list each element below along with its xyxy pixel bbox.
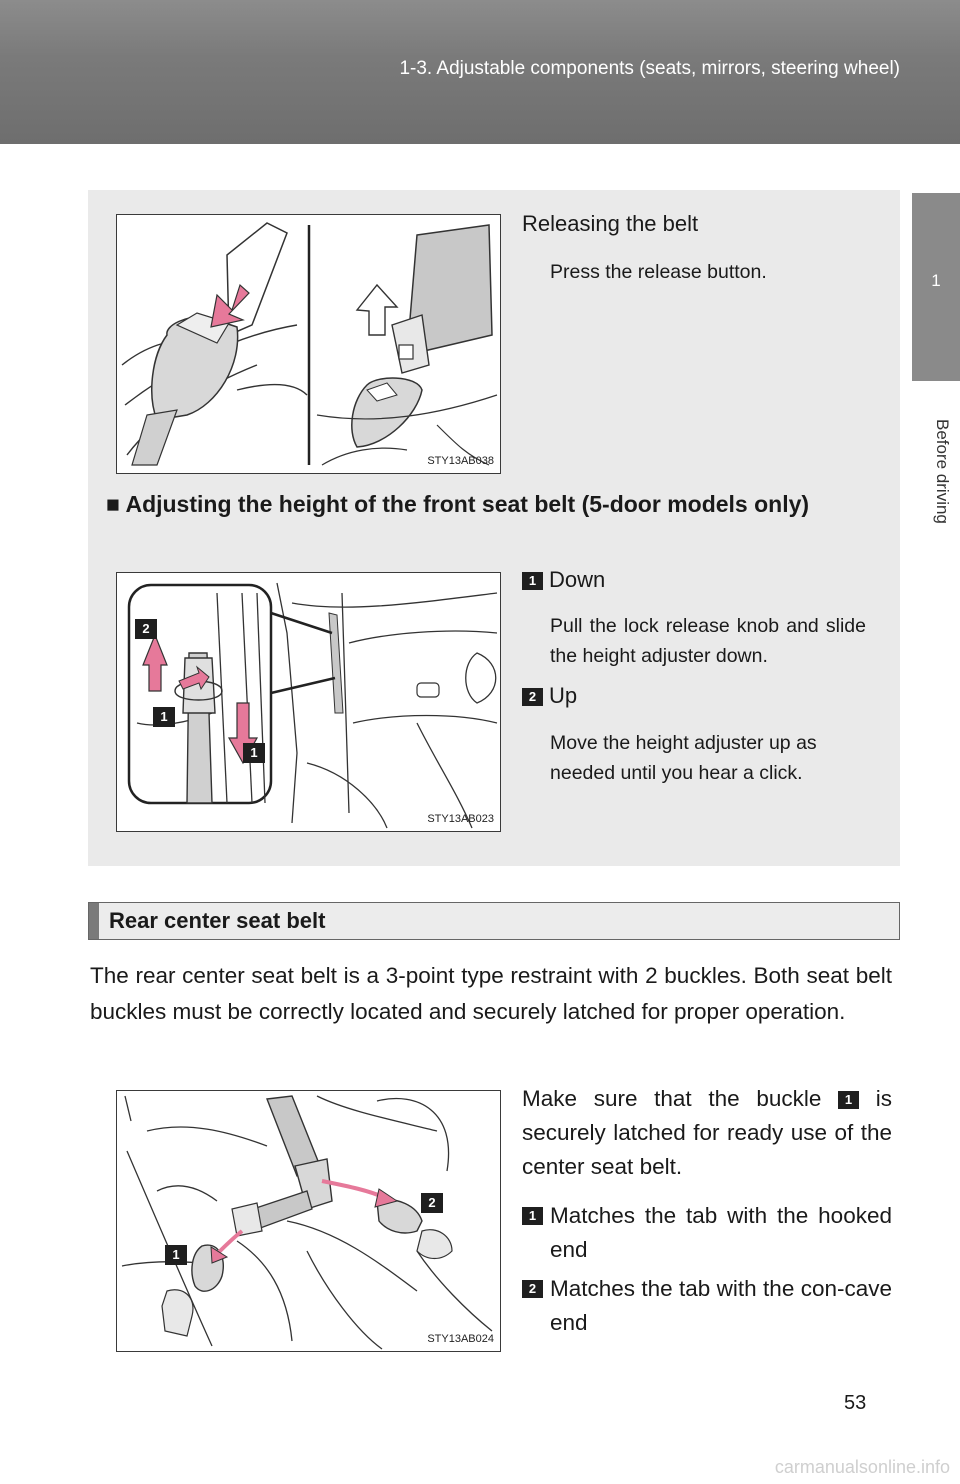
watermark: carmanualsonline.info xyxy=(774,1457,950,1477)
section-marker: ■ xyxy=(106,491,120,517)
height-adjuster-illustration xyxy=(117,573,500,831)
chapter-label: Before driving xyxy=(933,418,952,524)
figure-badge-up: 2 xyxy=(135,619,157,639)
page-header xyxy=(0,0,960,144)
header-title: 1-3. Adjustable components (seats, mirrors, steering wheel) xyxy=(399,58,900,79)
figure-badge-hooked: 1 xyxy=(165,1245,187,1265)
step-label: Up xyxy=(549,683,578,708)
step-badge: 1 xyxy=(522,572,543,590)
rear-item-1 xyxy=(522,1199,892,1267)
releasing-instruction: Press the release button. xyxy=(550,261,767,283)
rear-center-intro xyxy=(522,1082,892,1184)
heading-stripe xyxy=(89,903,99,939)
intro-before: Make sure that the buckle xyxy=(522,1086,822,1111)
height-section-title xyxy=(106,488,866,520)
step-badge: 2 xyxy=(522,688,543,706)
release-belt-figure xyxy=(116,214,501,474)
rear-center-heading: Rear center seat belt xyxy=(109,908,326,933)
intro-badge: 1 xyxy=(838,1091,859,1109)
figure-badge-concave: 2 xyxy=(421,1193,443,1213)
figure-code: STY13AB024 xyxy=(427,1333,494,1345)
releasing-heading: Releasing the belt xyxy=(522,211,699,236)
figure-badge-down-knob: 1 xyxy=(153,707,175,727)
step-up-text: Move the height adjuster up as needed until you hear a click. xyxy=(550,732,817,784)
rear-center-heading-bar xyxy=(88,902,900,940)
release-belt-illustration xyxy=(117,215,500,473)
item-text: Matches the tab with the con-cave end xyxy=(550,1276,892,1335)
rear-item-2 xyxy=(522,1272,892,1340)
section-title-text: Adjusting the height of the front seat belt (5-door models only) xyxy=(125,491,810,517)
height-adjuster-figure xyxy=(116,572,501,832)
intro-after: is securely latched for ready use of the center seat belt. xyxy=(522,1086,892,1179)
item-text: Matches the tab with the hooked end xyxy=(550,1203,892,1262)
step-down xyxy=(522,567,605,593)
page-number: 53 xyxy=(844,1392,867,1414)
chapter-label-area xyxy=(912,381,960,561)
figure-code: STY13AB038 xyxy=(427,455,494,467)
figure-badge-down-arrow: 1 xyxy=(243,743,265,763)
step-up xyxy=(522,683,577,709)
item-badge: 2 xyxy=(522,1280,543,1298)
chapter-tab[interactable] xyxy=(912,193,960,381)
step-down-text: Pull the lock release knob and slide the height adjuster down. xyxy=(550,615,866,667)
rear-center-figure xyxy=(116,1090,501,1352)
chapter-number: 1 xyxy=(931,271,941,290)
rear-center-illustration xyxy=(117,1091,500,1351)
figure-code: STY13AB023 xyxy=(427,813,494,825)
rear-center-body: The rear center seat belt is a 3-point type restraint with 2 buckles. Both seat belt buckles must be correctly located and securely latched for proper operation. xyxy=(90,963,892,1024)
step-label: Down xyxy=(549,567,606,592)
item-badge: 1 xyxy=(522,1207,543,1225)
